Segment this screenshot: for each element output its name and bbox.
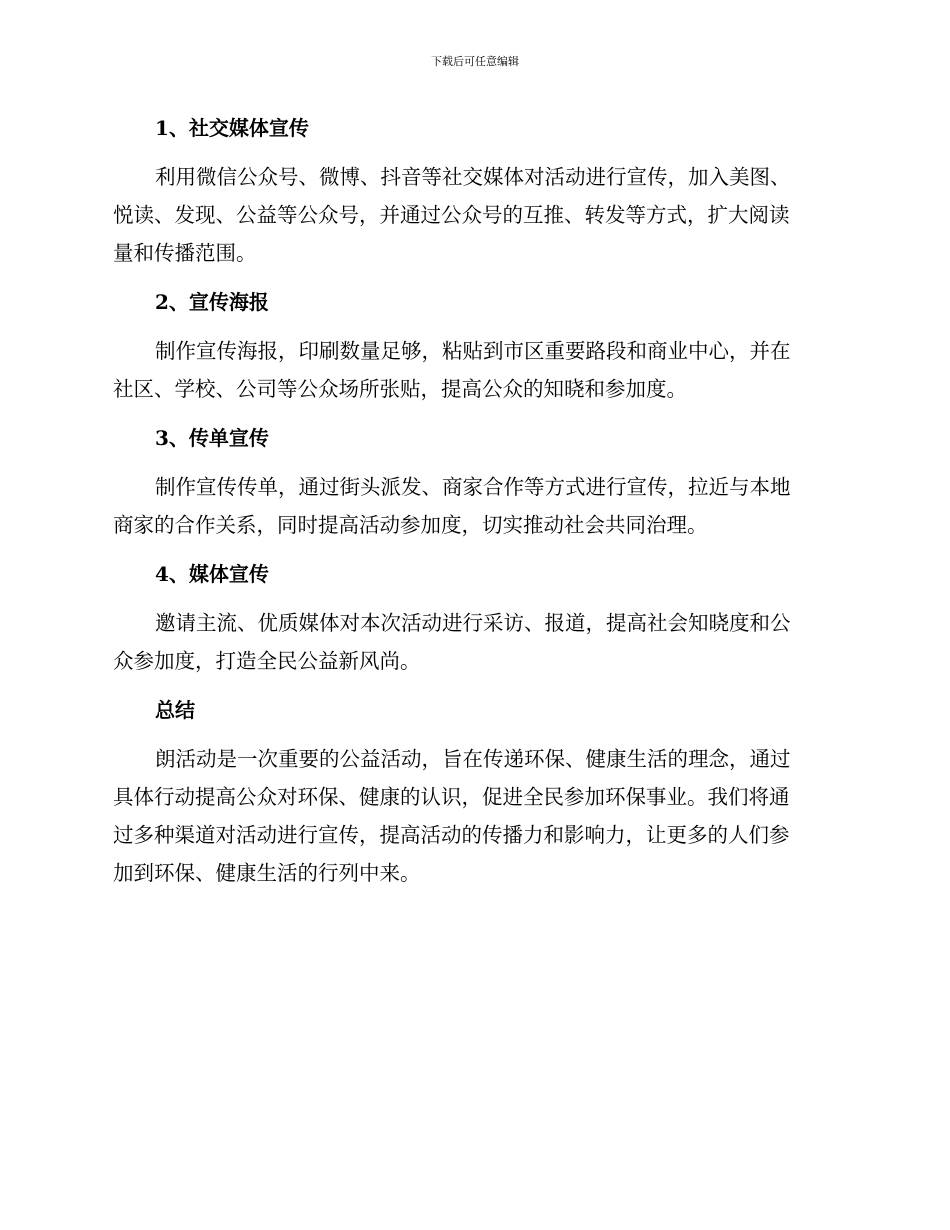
document-body xyxy=(113,108,831,902)
paragraph-line: 利用微信公众号、微博、抖音等社交媒体对活动进行宣传，加入美图、 xyxy=(155,165,791,189)
paragraph-line: 众参加度，打造全民公益新风尚。 xyxy=(113,649,421,673)
section-heading: 2、宣传海报 xyxy=(155,290,269,314)
paragraph-line: 加到环保、健康生活的行列中来。 xyxy=(113,861,421,885)
section-poster xyxy=(113,282,831,408)
paragraph-line: 悦读、发现、公益等公众号，并通过公众号的互推、转发等方式，扩大阅读 xyxy=(113,203,790,227)
paragraph-line: 邀请主流、优质媒体对本次活动进行采访、报道，提高社会知晓度和公 xyxy=(155,611,791,635)
section-paragraph xyxy=(113,158,831,272)
paragraph-line: 社区、学校、公司等公众场所张贴，提高公众的知晓和参加度。 xyxy=(113,377,687,401)
paragraph-line: 朗活动是一次重要的公益活动，旨在传递环保、健康生活的理念，通过 xyxy=(155,747,791,771)
section-flyer xyxy=(113,418,831,544)
section-media xyxy=(113,554,831,680)
section-heading: 3、传单宣传 xyxy=(155,426,269,450)
section-heading: 总结 xyxy=(155,698,195,722)
paragraph-line: 具体行动提高公众对环保、健康的认识，促进全民参加环保事业。我们将通 xyxy=(113,785,790,809)
paragraph-line: 过多种渠道对活动进行宣传，提高活动的传播力和影响力，让更多的人们参 xyxy=(113,823,790,847)
header-note: 下载后可任意编辑 xyxy=(431,55,519,68)
section-heading: 4、媒体宣传 xyxy=(155,562,269,586)
section-paragraph xyxy=(113,468,831,544)
section-summary xyxy=(113,690,831,892)
paragraph-line: 制作宣传海报，印刷数量足够，粘贴到市区重要路段和商业中心，并在 xyxy=(155,339,791,363)
paragraph-line: 商家的合作关系，同时提高活动参加度，切实推动社会共同治理。 xyxy=(113,513,708,537)
paragraph-line: 制作宣传传单，通过街头派发、商家合作等方式进行宣传，拉近与本地 xyxy=(155,475,791,499)
section-heading: 1、社交媒体宣传 xyxy=(155,116,309,140)
section-paragraph xyxy=(113,740,831,892)
section-paragraph xyxy=(113,332,831,408)
section-social-media xyxy=(113,108,831,272)
section-paragraph xyxy=(113,604,831,680)
paragraph-line: 量和传播范围。 xyxy=(113,241,257,265)
